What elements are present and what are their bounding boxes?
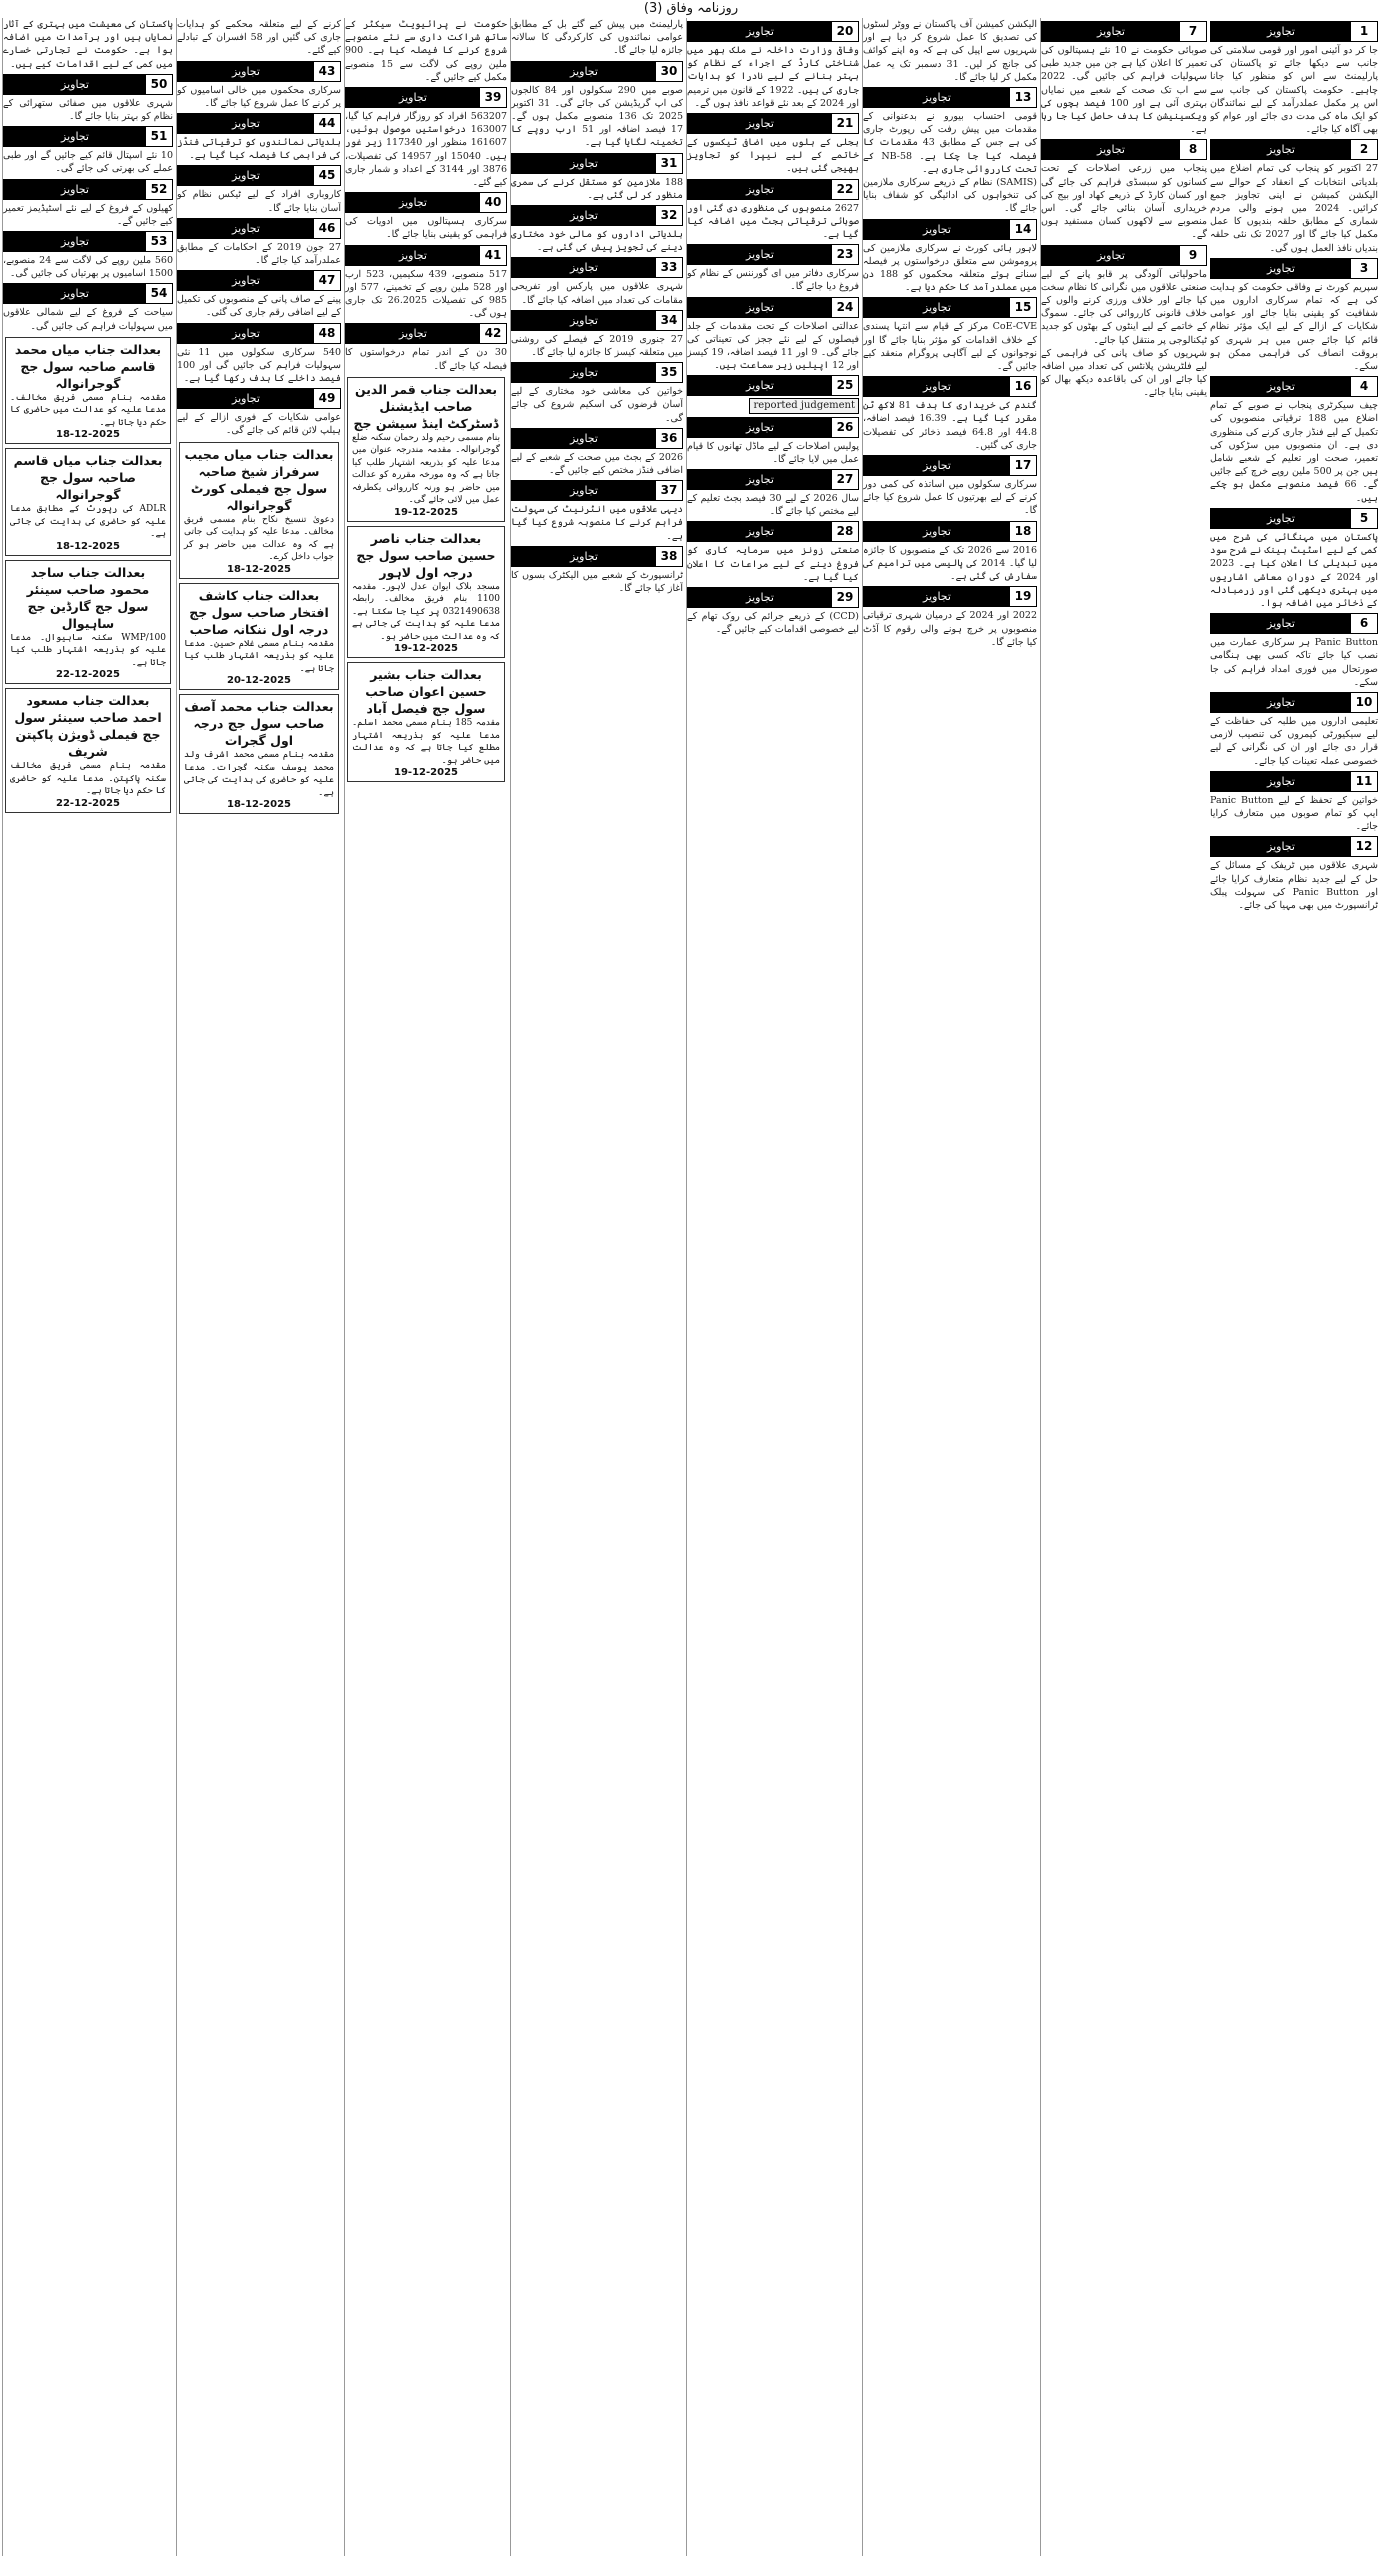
section-number: 52 <box>150 181 168 196</box>
section-tag <box>687 375 859 396</box>
court-notice-title: بعدالت جناب میاں قاسم صاحبہ سول جج گوجرانوالہ <box>13 453 163 503</box>
section-number: 2 <box>1359 142 1369 157</box>
section-label: تجاویز <box>688 180 832 199</box>
court-notice-date: 22-12-2025 <box>56 797 120 809</box>
section-number: 44 <box>318 116 336 131</box>
article-text: سال 2026 کے لیے 30 فیصد بجٹ تعلیم کے لیے مختص کیا جائے گا۔ <box>687 493 859 518</box>
section-label: تجاویز <box>1211 614 1351 633</box>
section-label: تجاویز <box>688 418 832 437</box>
column-4 <box>686 18 859 2556</box>
court-notice-date: 19-12-2025 <box>394 767 458 779</box>
article-text: 2016 سے 2026 تک کے منصوبوں کا جائزہ لیا گیا۔ 2014 کی پالیسی میں ترامیم کی سفارش کی گئی ہے۔ <box>863 544 1037 583</box>
reported-judgement-label: reported judgement <box>749 398 859 413</box>
section-label: تجاویز <box>178 271 314 290</box>
section-label: تجاویز <box>1042 22 1180 41</box>
section-tag <box>1210 21 1378 42</box>
court-notice <box>347 377 505 522</box>
section-label: تجاویز <box>4 127 146 146</box>
section-number: 35 <box>660 365 678 380</box>
section-label: تجاویز <box>1211 772 1351 791</box>
court-notice-title: بعدالت جناب ساجد محمود صاحب سینئر سول جج گارڈین جج ساہیوال <box>26 564 150 631</box>
masthead-title: روزنامہ وفاق (3) <box>643 1 739 16</box>
section-tag <box>177 323 341 344</box>
article-text: پینے کے صاف پانی کے منصوبوں کی تکمیل کے لیے اضافی رقم جاری کی گئی۔ <box>177 294 341 319</box>
section-tag <box>1210 258 1378 279</box>
section-number: 30 <box>660 63 678 78</box>
article-text: 2627 منصوبوں کی منظوری دی گئی اور صوبائی ترقیاتی بجٹ میں اضافہ کیا گیا ہے۔ <box>687 202 859 241</box>
section-tag <box>3 283 173 304</box>
article-text: 27 اکتوبر کو پنجاب کی تمام اضلاع میں بلدیاتی انتخابات کے انعقاد کے حوالے سے الیکشن کمیشن نے اپنی تجاویز جمع کرائیں۔ 2024 میں ہونے والی مردم شماری کے مطابق حلقہ بندیوں کا عمل مکمل کیا جائے گا اور 2027 تک نئی حلقہ بندیاں نافذ العمل ہوں گی۔ <box>1210 163 1378 254</box>
section-number: 47 <box>318 273 336 288</box>
section-number: 53 <box>150 234 168 249</box>
section-label: تجاویز <box>864 298 1010 317</box>
court-notice <box>5 688 171 813</box>
section-number: 25 <box>836 378 854 393</box>
section-tag <box>3 74 173 95</box>
court-notice <box>5 448 171 556</box>
section-number: 5 <box>1359 510 1369 525</box>
section-label: تجاویز <box>1211 140 1351 159</box>
court-notice-title: بعدالت جناب میاں محمد قاسم صاحبہ سول جج گوجرانوالہ <box>14 341 162 391</box>
section-label: تجاویز <box>512 206 656 225</box>
article-text: 27 جنوری 2019 کے فیصلے کی روشنی میں متعلقہ کیسز کا جائزہ لیا جائے گا۔ <box>511 333 683 359</box>
section-tag <box>511 480 683 501</box>
section-label: تجاویز <box>1211 693 1351 712</box>
section-number: 14 <box>1014 221 1032 236</box>
section-tag <box>687 469 859 490</box>
article-text: شہری علاقوں میں ٹریفک کے مسائل کے حل کے لیے جدید نظام متعارف کرایا جائے اور Panic Button کی سہولت پبلک ٹرانسپورٹ میں بھی مہیا کی جائے۔ <box>1210 860 1378 911</box>
court-notice-title: بعدالت جناب بشیر حسین اعوان صاحب سول جج فیصل آباد <box>365 667 487 717</box>
section-number: 8 <box>1188 142 1198 157</box>
section-label: تجاویز <box>512 547 656 566</box>
section-tag <box>3 231 173 252</box>
section-tag <box>1210 692 1378 713</box>
section-tag <box>1210 139 1378 160</box>
section-number: 20 <box>836 24 854 38</box>
section-tag <box>1210 376 1378 397</box>
section-number: 31 <box>660 155 678 170</box>
article-text: ماحولیاتی آلودگی پر قابو پانے کے لیے صنعتی علاقوں میں نگرانی کا نظام سخت کیا جائے اور خلاف ورزی کرنے والوں کے خلاف قانونی کارروائی کی جائے۔ سموگ کے خاتمے کے لیے اینٹوں کے بھٹوں کو جدید ٹیکنالوجی پر منتقل کیا جائے۔ <box>1041 268 1207 346</box>
section-label: تجاویز <box>512 258 656 277</box>
article-text: حکومت نے پرائیویٹ سیکٹر کے ساتھ شراکت داری سے نئے منصوبے شروع کرنے کا فیصلہ کیا ہے۔ 900 ملین روپے کی لاگت سے 15 منصوبے مکمل کیے جائیں گے۔ <box>345 19 507 83</box>
section-number: 1 <box>1359 24 1369 38</box>
section-number: 28 <box>836 524 854 539</box>
article-text: دیہی علاقوں میں انٹرنیٹ کی سہولت فراہم کرنے کا منصوبہ شروع کیا گیا ہے۔ <box>511 504 683 542</box>
section-number: 7 <box>1188 24 1198 38</box>
section-label: تجاویز <box>4 284 146 303</box>
article-text: بلدیاتی نمائندوں کو ترقیاتی فنڈز کی فراہمی کا فیصلہ کیا گیا ہے۔ <box>177 137 341 162</box>
section-tag <box>687 587 859 608</box>
court-notice-body: مقدمہ بنام مسمی غلام حسین۔ مدعا علیہ کو بذریعہ اشتہار طلب کیا جاتا ہے۔ <box>184 638 334 674</box>
article-text: 27 جون 2019 کے احکامات کے مطابق عملدرآمد کیا جائے گا۔ <box>177 241 341 267</box>
article-text: شہری علاقوں میں پارکس اور تفریحی مقامات کی تعداد میں اضافہ کیا جائے گا۔ <box>511 281 683 306</box>
court-notice-title: بعدالت جناب قمر الدین صاحب ایڈیشنل ڈسٹرکٹ اینڈ سیشن جج <box>353 381 499 431</box>
section-number: 9 <box>1188 247 1198 262</box>
article-text: شہری علاقوں میں صفائی ستھرائی کے نظام کو بہتر بنایا جائے گا۔ <box>3 97 173 123</box>
court-notice-body: مقدمہ 185 بنام مسمی محمد اسلم۔ مدعا علیہ کو بذریعہ اشتہار مطلع کیا جاتا ہے کہ وہ عدالت میں حاضر ہو۔ <box>352 718 500 766</box>
section-tag <box>1210 836 1378 857</box>
column-7 <box>176 18 341 2556</box>
section-tag <box>863 376 1037 397</box>
section-number: 46 <box>318 220 336 235</box>
section-label: تجاویز <box>688 114 832 133</box>
section-tag <box>177 218 341 239</box>
article-text: الیکشن کمیشن آف پاکستان نے ووٹر لسٹوں کی تصدیق کا عمل شروع کر دیا ہے اور شہریوں سے اپیل کی ہے کہ وہ اپنے کوائف کی جانچ کر لیں۔ 31 دسمبر تک یہ عمل مکمل کر لیا جائے گا۔ <box>863 19 1037 83</box>
section-number: 29 <box>836 590 854 605</box>
section-tag <box>687 179 859 200</box>
section-number: 32 <box>660 208 678 223</box>
section-tag <box>687 244 859 265</box>
section-label: تجاویز <box>864 220 1010 239</box>
section-label: تجاویز <box>178 62 314 81</box>
article-text: عوامی شکایات کے فوری ازالے کے لیے ہیلپ لائن قائم کی جائے گی۔ <box>177 412 341 437</box>
section-number: 13 <box>1014 90 1032 105</box>
section-label: تجاویز <box>864 377 1010 396</box>
article-text: وفاقی وزارت داخلہ نے ملک بھر میں شناختی کارڈ کے اجراء کے نظام کو بہتر بنانے کے لیے نادرا کو ہدایات جاری کی ہیں۔ 1922 کے قانون میں ترمیم اور 2024 کے بعد نئے قواعد نافذ ہوں گے۔ <box>687 45 859 109</box>
section-number: 51 <box>150 129 168 144</box>
article-text: (SAMIS) نظام کے ذریعے سرکاری ملازمین کی تنخواہوں کی ادائیگی کو شفاف بنایا جائے گا۔ <box>863 177 1037 215</box>
section-tag <box>511 61 683 82</box>
section-tag <box>1041 21 1207 42</box>
court-notice-date: 18-12-2025 <box>56 540 120 552</box>
court-notice-date: 18-12-2025 <box>227 563 291 575</box>
article-text: پنجاب میں زرعی اصلاحات کے تحت کسانوں کو سبسڈی فراہم کی جائے گی اور کسان کارڈ کے ذریعے کھاد اور بیج کی خریداری آسان بنائی جائے گی۔ اس منصوبے سے لاکھوں کسان مستفید ہوں گے۔ <box>1041 163 1207 241</box>
section-number: 3 <box>1359 260 1369 275</box>
section-tag <box>511 153 683 174</box>
section-label: تجاویز <box>688 22 832 41</box>
section-label: تجاویز <box>1211 377 1351 396</box>
article-text: سرکاری محکموں میں خالی اسامیوں کو پر کرنے کا عمل شروع کیا جائے گا۔ <box>177 84 341 109</box>
article-text: (CCD) کے ذریعے جرائم کی روک تھام کے لیے خصوصی اقدامات کیے جائیں گے۔ <box>687 611 859 636</box>
section-label: تجاویز <box>688 470 832 489</box>
section-number: 22 <box>836 181 854 196</box>
court-notice-date: 19-12-2025 <box>394 643 458 655</box>
column-5 <box>510 18 683 2556</box>
section-tag <box>177 113 341 134</box>
section-label: تجاویز <box>1211 259 1351 278</box>
section-label: تجاویز <box>512 154 656 173</box>
article-text: تعلیمی اداروں میں طلبہ کی حفاظت کے لیے سیکیورٹی کیمروں کی تنصیب لازمی قرار دی جائے اور ان کی نگرانی کے لیے خصوصی عملہ تعینات کیا جائے۔ <box>1210 715 1378 767</box>
article-text: 30 دن کے اندر تمام درخواستوں کا فیصلہ کیا جائے گا۔ <box>345 347 507 372</box>
section-number: 6 <box>1359 616 1369 631</box>
section-number: 19 <box>1014 589 1032 604</box>
section-number: 23 <box>836 247 854 262</box>
column-2 <box>1040 18 1207 2556</box>
article-text: جا کر دو آئینی امور اور قومی سلامتی کی جانب سے دیکھا جائے تو پاکستان کی پارلیمنٹ سے اس کو منظور کیا جانا چاہیے۔ حکومت پاکستان کی جانب سے اس پر مکمل عملدرآمد کے لیے نمائندگان کو ایک ماہ کی مدت دی جائے اور عوام کو بھی آگاہ کیا جائے۔ <box>1210 45 1378 136</box>
section-label: تجاویز <box>346 88 480 107</box>
section-tag <box>511 428 683 449</box>
article-text: خواتین کی معاشی خود مختاری کے لیے آسان قرضوں کی اسکیم شروع کی جائے گی۔ <box>511 386 683 424</box>
court-notice <box>347 662 505 782</box>
court-notice-body: 100/WMP سکنہ ساہیوال۔ مدعا علیہ کو بذریعہ اشتہار طلب کیا جاتا ہے۔ <box>10 632 166 668</box>
court-notice-title: بعدالت جناب مسعود احمد صاحب سینئر سول جج فیملی ڈویژن پاکپتن شریف <box>14 693 162 760</box>
article-text: 517 منصوبے، 439 سکیمیں، 523 ارب اور 528 ملین روپے کے تخمینے، 577 اور 985 کی تفصیلات 26.2025 تک جاری ہوں گی۔ <box>345 268 507 320</box>
section-label: تجاویز <box>512 363 656 382</box>
section-number: 10 <box>1355 694 1373 709</box>
court-notice-body: مقدمہ بنام مسمی محمد اشرف ولد محمد یوسف سکنہ گجرات۔ مدعا علیہ کو حاضری کی ہدایت کی جاتی ہے۔ <box>184 750 334 798</box>
section-number: 18 <box>1014 523 1032 538</box>
article-text: کاروباری افراد کے لیے ٹیکس نظام کو آسان بنایا جائے گا۔ <box>177 189 341 214</box>
court-notice-title: بعدالت جناب میاں مجیب سرفراز شیخ صاحبہ سول جج فیملی کورٹ گوجرانوالہ <box>184 446 334 513</box>
article-text: Panic Button ہر سرکاری عمارت میں نصب کیا جائے تاکہ کسی بھی ہنگامی صورتحال میں فوری امداد فراہم کی جا سکے۔ <box>1210 637 1378 688</box>
article-text: خواتین کے تحفظ کے لیے Panic Button ایپ کو تمام صوبوں میں متعارف کرایا جائے۔ <box>1210 794 1378 833</box>
section-tag <box>1210 771 1378 792</box>
court-notice <box>179 442 339 579</box>
court-notice-date: 18-12-2025 <box>227 799 291 811</box>
court-notice-body: ADLR کی رپورٹ کے مطابق مدعا علیہ کو حاضری کی ہدایت کی جاتی ہے۔ <box>10 504 166 540</box>
article-text: کرنے کے لیے متعلقہ محکمے کو ہدایات جاری کی گئیں اور 58 افسران کے تبادلے کیے گئے۔ <box>177 19 341 57</box>
article-text: 2026 کے بجٹ میں صحت کے شعبے کے لیے اضافی فنڈز مختص کیے جائیں گے۔ <box>511 451 683 477</box>
section-tag <box>687 521 859 542</box>
column-8 <box>2 18 173 2556</box>
article-text: لاہور ہائی کورٹ نے سرکاری ملازمین کی پروموشن سے متعلق درخواستوں پر فیصلہ سناتے ہوئے متعلقہ محکموں کو 188 دن میں عملدرآمد کا حکم دیا ہے۔ <box>863 242 1037 294</box>
column-3 <box>862 18 1037 2556</box>
section-tag <box>177 61 341 82</box>
section-tag <box>687 417 859 438</box>
section-number: 24 <box>836 299 854 314</box>
article-text: سیاحت کے فروغ کے لیے شمالی علاقوں میں سہولیات فراہم کی جائیں گی۔ <box>3 307 173 332</box>
section-number: 36 <box>660 430 678 445</box>
section-label: تجاویز <box>688 298 832 317</box>
court-notice <box>5 560 171 685</box>
article-text: سرکاری دفاتر میں ای گورننس کے نظام کو فروغ دیا جائے گا۔ <box>687 268 859 293</box>
court-notice-date: 20-12-2025 <box>227 675 291 687</box>
court-notice-body: بنام مسمی رحیم ولد رحمان سکنہ ضلع گوجرانوالہ۔ مقدمہ مندرجہ عنوان میں مدعا علیہ کو بذریعہ اشتہار طلب کیا جاتا ہے کہ وہ مورخہ مقررہ کو عدالت میں حاضر ہو ورنہ کارروائی یکطرفہ عمل میں لائی جائے گی۔ <box>352 432 500 506</box>
article-text: چیف سیکرٹری پنجاب نے صوبے کے تمام اضلاع میں 188 ترقیاتی منصوبوں کی تکمیل کے لیے فنڈز جاری کرنے کی منظوری دی ہے۔ ان منصوبوں میں سڑکوں کی تعمیر، صحت اور تعلیم کے شعبے شامل ہیں جن پر 500 ملین روپے خرچ کیے جائیں گے۔ 66 فیصد منصوبے مکمل ہو چکے ہیں۔ <box>1210 400 1378 504</box>
section-label: تجاویز <box>178 324 314 343</box>
section-label: تجاویز <box>688 376 832 395</box>
article-text: CoE-CVE مرکز کے قیام سے انتہا پسندی کے خلاف اقدامات کو مؤثر بنایا جائے گا اور نوجوانوں کے لیے آگاہی پروگرام منعقد کیے جائیں گے۔ <box>863 321 1037 373</box>
section-tag <box>863 455 1037 476</box>
article-text: صوبے میں 290 سکولوں اور 84 کالجوں کی اپ گریڈیشن کی جائے گی۔ 31 اکتوبر 2025 تک 136 منصوبے مکمل ہوں گے۔ 17 فیصد اضافہ اور 51 ارب روپے کا تخمینہ لگایا گیا ہے۔ <box>511 84 683 149</box>
section-label: تجاویز <box>346 324 480 343</box>
section-tag <box>511 257 683 278</box>
section-label: تجاویز <box>178 219 314 238</box>
section-number: 37 <box>660 483 678 498</box>
section-label: تجاویز <box>178 166 314 185</box>
section-label: تجاویز <box>346 246 480 265</box>
section-label: تجاویز <box>1211 837 1351 856</box>
section-number: 43 <box>318 63 336 78</box>
article-text: قومی احتساب بیورو نے بدعنوانی کے مقدمات میں پیش رفت کی رپورٹ جاری کی ہے جس کے مطابق 43 مقدمات کا فیصلہ کیا جا چکا ہے۔ NB-58 کے تحت کارروائی جاری ہے۔ <box>863 111 1037 175</box>
section-tag <box>511 310 683 331</box>
article-text: سرکاری ہسپتالوں میں ادویات کی فراہمی کو یقینی بنایا جائے گا۔ <box>345 216 507 241</box>
article-text: گندم کی خریداری کا ہدف 81 لاکھ ٹن مقرر کیا گیا ہے۔ 16.39 فیصد اضافہ، 44.8 اور 64.8 فیصد ذخائر کی تفصیلات جاری کی گئیں۔ <box>863 400 1037 451</box>
section-tag <box>177 165 341 186</box>
section-tag <box>177 388 341 409</box>
court-notice-body: مقدمہ بنام مسمی فریق مخالف سکنہ پاکپتن۔ مدعا علیہ کو حاضری کا حکم دیا جاتا ہے۔ <box>10 761 166 797</box>
section-label: تجاویز <box>688 245 832 264</box>
article-text: صوبائی حکومت نے 10 نئے ہسپتالوں کی تعمیر کا اعلان کیا ہے جن میں جدید طبی سہولیات فراہم کی جائیں گی۔ 2022 سے اب تک صحت کے شعبے میں نمایاں بہتری آئی ہے اور 100 فیصد بچوں کی ویکسینیشن کا ہدف حاصل کیا جا رہا ہے۔ <box>1041 45 1207 136</box>
section-tag <box>511 205 683 226</box>
section-tag <box>511 546 683 567</box>
column-6 <box>344 18 507 2556</box>
article-text: پولیس اصلاحات کے لیے ماڈل تھانوں کا قیام عمل میں لایا جائے گا۔ <box>687 440 859 465</box>
section-tag <box>345 245 507 266</box>
court-notice-date: 18-12-2025 <box>56 429 120 441</box>
section-tag <box>687 297 859 318</box>
section-label: تجاویز <box>1211 509 1351 528</box>
section-number: 41 <box>484 247 502 262</box>
section-label: تجاویز <box>688 522 832 541</box>
section-number: 15 <box>1014 300 1032 315</box>
section-number: 39 <box>484 90 502 105</box>
section-label: تجاویز <box>178 389 314 408</box>
section-tag <box>863 297 1037 318</box>
section-number: 33 <box>660 260 678 275</box>
section-label: تجاویز <box>1042 140 1180 159</box>
section-number: 16 <box>1014 379 1032 394</box>
section-label: تجاویز <box>1211 22 1351 41</box>
court-notice-date: 19-12-2025 <box>394 506 458 518</box>
section-tag <box>687 113 859 134</box>
section-label: تجاویز <box>864 522 1010 541</box>
section-label: تجاویز <box>864 456 1010 475</box>
section-number: 38 <box>660 548 678 563</box>
section-label: تجاویز <box>864 88 1010 107</box>
section-number: 12 <box>1355 839 1373 854</box>
article-text: صنعتی زونز میں سرمایہ کاری کو فروغ دینے کے لیے مراعات کا اعلان کیا گیا ہے۔ <box>687 545 859 583</box>
article-text: سرکاری سکولوں میں اساتذہ کی کمی دور کرنے کے لیے بھرتیوں کا عمل شروع کیا جائے گا۔ <box>863 479 1037 517</box>
column-1 <box>1210 18 1378 2556</box>
article-text: 2022 اور 2024 کے درمیان شہری ترقیاتی منصوبوں پر خرچ ہونے والی رقوم کا آڈٹ کیا جائے گا۔ <box>863 610 1037 648</box>
article-text: 540 سرکاری سکولوں میں 11 نئی سہولیات فراہم کی جائیں گی اور 100 فیصد داخلے کا ہدف رکھا گیا ہے۔ <box>177 346 341 385</box>
court-notice-title: بعدالت جناب محمد آصف صاحب سول جج درجہ اول گجرات <box>184 699 334 749</box>
section-number: 50 <box>150 76 168 91</box>
court-notice <box>5 337 171 445</box>
section-label: تجاویز <box>1042 246 1180 265</box>
section-tag <box>511 362 683 383</box>
section-tag <box>3 179 173 200</box>
court-notice-body: دعویٰ تنسیخ نکاح بنام مسمی فریق مخالف۔ مدعا علیہ کو ہدایت کی جاتی ہے کہ وہ عدالت میں حاضر ہو کر جواب داخل کرے۔ <box>184 514 334 563</box>
section-label: تجاویز <box>4 232 146 251</box>
section-label: تجاویز <box>864 587 1010 606</box>
section-number: 27 <box>836 472 854 487</box>
court-notice-title: بعدالت جناب ناصر حسین صاحب سول جج درجہ اول لاہور <box>356 530 496 580</box>
section-label: تجاویز <box>4 75 146 94</box>
court-notice-body: مقدمہ بنام مسمی فریق مخالف۔ مدعا علیہ کو عدالت میں حاضری کا حکم دیا جاتا ہے۔ <box>10 392 166 428</box>
section-number: 26 <box>836 419 854 434</box>
court-notice <box>179 583 339 691</box>
section-tag <box>863 219 1037 240</box>
article-text: 10 نئے اسپتال قائم کیے جائیں گے اور طبی عملے کی بھرتی کی جائے گی۔ <box>3 150 173 175</box>
court-notice <box>347 526 505 659</box>
article-text: کھیلوں کے فروغ کے لیے نئے اسٹیڈیمز تعمیر کیے جائیں گے۔ <box>3 202 173 227</box>
section-tag <box>863 586 1037 607</box>
court-notice-title: بعدالت جناب کاشف افتخار صاحب سول جج درجہ اول ننکانہ صاحب <box>189 587 329 637</box>
section-tag <box>345 87 507 108</box>
section-tag <box>1041 245 1207 266</box>
article-text: عدالتی اصلاحات کے تحت مقدمات کے جلد فیصلوں کے لیے نئے ججز کی تعیناتی کی جائے گی۔ 9 اور 11 فیصد اضافہ، 19 کیسز اور 12 اپیلیں زیر سماعت ہیں۔ <box>687 320 859 372</box>
article-text: 563207 افراد کو روزگار فراہم کیا گیا، 163007 درخواستیں موصول ہوئیں، 161607 منظور اور 117340 زیر غور ہیں۔ 15040 اور 14957 کی تفصیلات، 3876 اور 3144 کے اعداد و شمار جاری کیے گئے۔ <box>345 111 507 189</box>
section-tag <box>3 126 173 147</box>
section-number: 4 <box>1359 379 1369 394</box>
article-text <box>687 398 859 413</box>
article-text: بجلی کے بلوں میں اضافی ٹیکسوں کے خاتمے کے لیے نیپرا کو تجاویز بھیجی گئی ہیں۔ <box>687 137 859 175</box>
article-text: پاکستان میں مہنگائی کی شرح میں کمی کے لیے اسٹیٹ بینک نے شرح سود میں تبدیلی کا اعلان کیا ہے۔ 2023 اور 2024 کے دوران معاشی اشاریوں میں بہتری دیکھی گئی اور زرمبادلہ کے ذخائر میں اضافہ ہوا۔ <box>1210 531 1378 609</box>
section-label: تجاویز <box>4 180 146 199</box>
section-label: تجاویز <box>346 193 480 212</box>
section-number: 21 <box>836 116 854 131</box>
section-label: تجاویز <box>512 62 656 81</box>
section-number: 42 <box>484 326 502 341</box>
court-notice-date: 22-12-2025 <box>56 669 120 681</box>
article-text: 560 ملین روپے کی لاگت سے 24 منصوبے، 1500 اسامیوں پر بھرتیاں کی جائیں گی۔ <box>3 255 173 280</box>
article-text: بلدیاتی اداروں کو مالی خود مختاری دینے کی تجویز پیش کی گئی ہے۔ <box>511 229 683 254</box>
section-tag <box>177 270 341 291</box>
section-tag <box>863 87 1037 108</box>
section-tag <box>687 21 859 42</box>
section-tag <box>345 323 507 344</box>
section-tag <box>345 192 507 213</box>
section-tag <box>1041 139 1207 160</box>
court-notice-body: مسجد بلاک ایوان عدل لاہور۔ مقدمہ 1100 بنام فریق مخالف۔ رابطہ 0321490638 پر کیا جا سکتا ہے۔ مدعا علیہ کو ہدایت کی جاتی ہے کہ وہ عدالت میں حاضر ہو۔ <box>352 581 500 642</box>
article-text: پاکستان کی معیشت میں بہتری کے آثار نمایاں ہیں اور برآمدات میں اضافہ ہوا ہے۔ حکومت نے تجارتی خسارے میں کمی کے لیے اقدامات کیے ہیں۔ <box>3 19 173 70</box>
section-tag <box>1210 508 1378 529</box>
section-number: 17 <box>1014 458 1032 473</box>
section-tag <box>1210 613 1378 634</box>
section-label: تجاویز <box>512 429 656 448</box>
section-label: تجاویز <box>178 114 314 133</box>
article-text: ٹرانسپورٹ کے شعبے میں الیکٹرک بسوں کا آغاز کیا جائے گا۔ <box>511 569 683 595</box>
article-text: پارلیمنٹ میں پیش کیے گئے بل کے مطابق عوامی نمائندوں کی کارکردگی کا سالانہ جائزہ لیا جائے گا۔ <box>511 19 683 57</box>
section-number: 48 <box>318 325 336 340</box>
court-notice <box>179 694 339 814</box>
section-number: 34 <box>660 312 678 327</box>
section-number: 54 <box>150 286 168 301</box>
section-number: 45 <box>318 168 336 183</box>
section-tag <box>863 521 1037 542</box>
section-label: تجاویز <box>512 311 656 330</box>
section-label: تجاویز <box>512 481 656 500</box>
article-text: 188 ملازمین کو مستقل کرنے کی سمری منظور کر لی گئی ہے۔ <box>511 176 683 201</box>
article-text: سپریم کورٹ نے وفاقی حکومت کو ہدایت کی ہے کہ تمام سرکاری اداروں میں شفافیت کو یقینی بنایا جائے اور عوامی شکایات کے ازالے کے لیے ایک مؤثر نظام قائم کیا جائے جس میں ہر شہری کو بروقت انصاف کی فراہمی ممکن ہو سکے۔ <box>1210 281 1378 373</box>
section-label: تجاویز <box>688 588 832 607</box>
section-number: 40 <box>484 195 502 210</box>
section-number: 49 <box>318 391 336 406</box>
article-text: شہریوں کو صاف پانی کی فراہمی کے لیے فلٹریشن پلانٹس کی تعداد میں اضافہ کیا جائے اور ان کی باقاعدہ دیکھ بھال کو یقینی بنایا جائے۔ <box>1041 347 1207 399</box>
section-number: 11 <box>1355 773 1373 788</box>
